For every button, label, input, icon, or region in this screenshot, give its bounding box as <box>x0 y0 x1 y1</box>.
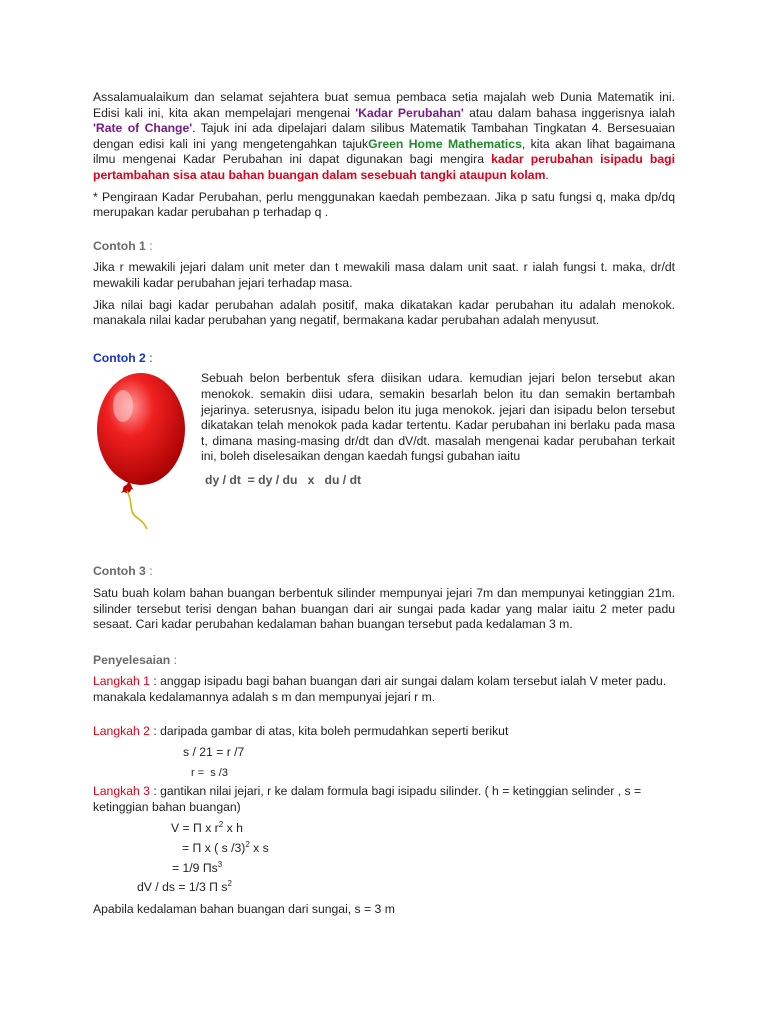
contoh2-title: Contoh 2 <box>93 350 146 365</box>
article <box>93 90 675 917</box>
green-home-term: Green Home Mathematics <box>368 136 522 151</box>
langkah2-text: : daripada gambar di atas, kita boleh permudahkan seperti berikut <box>149 724 509 739</box>
eq-part: V = Π x r <box>171 821 219 836</box>
intro-text: . <box>545 167 549 182</box>
intro-text: Assalamualaikum dan selamat sejahtera buat semua pembaca setia majalah web Dunia Matematik ini. Edisi kali ini, kita akan mempelajari mengenai <box>93 90 675 120</box>
colon: : <box>145 350 153 365</box>
exponent: 2 <box>227 879 232 889</box>
langkah3-text: : gantikan nilai jejari, r ke dalam formula bagi isipadu silinder. ( h = ketinggian selinder , s = ketinggian bahan buangan) <box>93 784 642 814</box>
exponent: 2 <box>245 840 250 850</box>
contoh3-text: Satu buah kolam bahan buangan berbentuk silinder mempunyai jejari 7m dan mempunyai ketinggian 21m. silinder tersebut terisi dengan bahan buangan dari air sungai pada kadar yang malar iaitu 2 meter padu sesaat. Cari kadar perubahan kedalaman bahan buangan tersebut pada kedalaman 3 m. <box>93 585 675 632</box>
contoh3-title: Contoh 3 <box>93 564 146 579</box>
colon: : <box>145 564 153 579</box>
colon: : <box>145 238 153 253</box>
contoh1-text-2: Jika nilai bagi kadar perubahan adalah positif, maka dikatakan kadar perubahan itu adalah menokok. manakala nilai kadar perubahan yang negatif, bermakana kadar perubahan adalah menyusut. <box>93 297 675 328</box>
langkah2-label: Langkah 2 <box>93 724 150 739</box>
volume-equation-2 <box>93 841 675 857</box>
langkah3-label: Langkah 3 <box>93 784 150 799</box>
red-balloon-icon <box>93 371 193 536</box>
langkah2 <box>93 724 675 740</box>
final-text: Apabila kedalaman bahan buangan dari sungai, s = 3 m <box>93 901 395 916</box>
volume-equation-3 <box>93 861 675 877</box>
penyelesaian-title: Penyelesaian <box>93 652 171 667</box>
derivative-equation <box>93 880 675 896</box>
eq-part: = 1/9 Πs <box>172 860 218 875</box>
volume-equation-1 <box>93 821 675 837</box>
colon: : <box>170 652 178 667</box>
equation-1: s / 21 = r /7 <box>183 745 245 760</box>
intro-text: atau dalam bahasa inggerisnya ialah <box>463 105 675 120</box>
kadar-perubahan-term: 'Kadar Perubahan' <box>355 105 464 120</box>
equation-2: r = s /3 <box>191 766 228 779</box>
intro-text: , kita akan lihat bagaimana ilmu mengenai Kadar Perubahan ini dapat digunakan bagi mengira <box>93 136 675 167</box>
intro-text: . Tajuk ini ada dipelajari dalam silibus Matematik Tambahan Tingkatan 4. Bersesuaian dengan edisi kali ini yang mengetengahkan tajuk <box>93 121 675 151</box>
contoh1-heading <box>93 239 675 255</box>
contoh2-content <box>201 371 675 488</box>
langkah1-text: : anggap isipadu bagi bahan buangan dari air sungai dalam kolam tersebut ialah V meter padu. manakala kedalamannya adalah s m dan mempunyai jejari r m. <box>93 674 667 704</box>
note-paragraph: * Pengiraan Kadar Perubahan, perlu menggunakan kaedah pembezaan. Jika p satu fungsi q, maka dp/dq merupakan kadar perubahan p terhadap q . <box>93 189 675 220</box>
contoh2-block <box>93 371 675 556</box>
eq-part: x s <box>249 841 269 856</box>
contoh2-text: Sebuah belon berbentuk sfera diisikan udara. kemudian jejari belon tersebut akan menokok. semakin diisi udara, semakin besarlah belon itu dan semakin bertambah jejarinya. seterusnya, isipadu belon itu juga menokok. jejari dan isipadu belon tersebut dikatakan telah menokok pada kadar tertentu. Kadar perubahan ini berlaku pada masa t, dimana masing-masing dr/dt dan dV/dt. masalah mengenai kadar perubahan terkait ini, boleh diselesaikan dengan kaedah fungsi gubahan iaitu <box>201 371 675 464</box>
intro-paragraph <box>93 90 675 184</box>
eq-part: = Π x ( s /3) <box>182 841 246 856</box>
exponent: 3 <box>217 859 223 869</box>
eq-part: x h <box>223 821 243 836</box>
contoh1-text: Jika r mewakili jejari dalam unit meter dan t mewakili masa dalam unit saat. r ialah fungsi t. maka, dr/dt mewakili kadar perubahan jejari terhadap masa. <box>93 260 675 290</box>
contoh1-title: Contoh 1 <box>93 238 146 253</box>
contoh2-heading <box>93 351 675 367</box>
langkah3 <box>93 784 675 815</box>
highlight-text: kadar perubahan isipadu bagi pertambahan sisa atau bahan buangan dalam sesebuah tangki ataupun kolam <box>93 152 675 182</box>
rate-of-change-term: 'Rate of Change' <box>93 121 193 136</box>
langkah1-label: Langkah 1 <box>93 674 150 689</box>
contoh3-heading <box>93 564 675 580</box>
chain-rule-formula: dy / dt = dy / du x du / dt <box>205 472 362 487</box>
eq-part: dV / ds = 1/3 Π s <box>137 880 228 895</box>
langkah1 <box>93 674 675 705</box>
penyelesaian-heading <box>93 653 675 669</box>
exponent: 2 <box>218 820 224 830</box>
